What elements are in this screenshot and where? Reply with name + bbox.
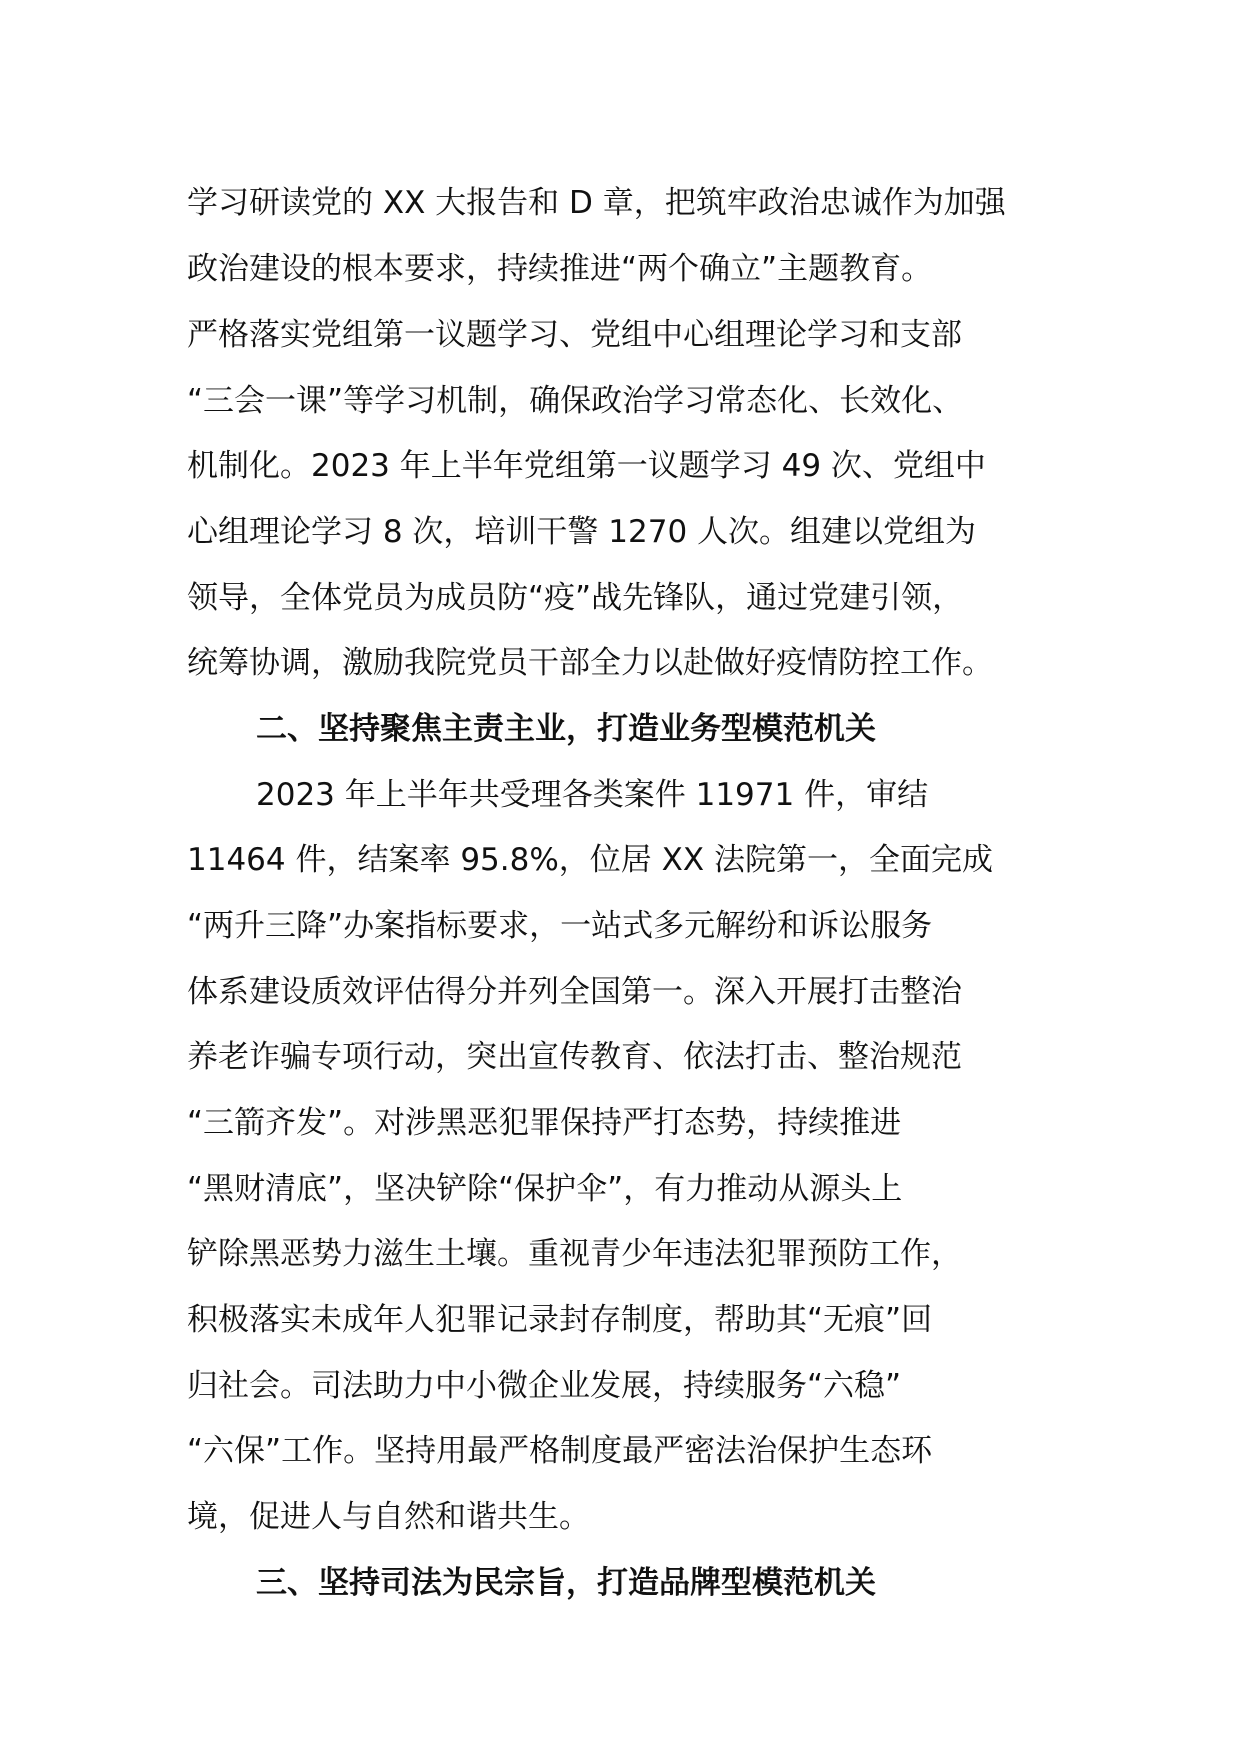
paragraph-line: 积极落实未成年人犯罪记录封存制度，帮助其“无痕”回 (187, 1302, 933, 1338)
paragraph-line: 机制化。2023 年上半年党组第一议题学习 49 次、党组中 (187, 448, 986, 484)
paragraph-line: 境，促进人与自然和谐共生。 (187, 1499, 590, 1535)
paragraph-line: “两升三降”办案指标要求，一站式多元解纷和诉讼服务 (187, 908, 933, 944)
paragraph-line: “三会一课”等学习机制，确保政治学习常态化、长效化、 (187, 383, 964, 419)
paragraph-line: 体系建设质效评估得分并列全国第一。深入开展打击整治 (187, 974, 962, 1010)
section-heading: 二、坚持聚焦主责主业，打造业务型模范机关 (256, 711, 876, 747)
paragraph-line: 心组理论学习 8 次，培训干警 1270 人次。组建以党组为 (187, 514, 977, 550)
paragraph-line: 2023 年上半年共受理各类案件 11971 件，审结 (256, 777, 929, 813)
paragraph-line: “六保”工作。坚持用最严格制度最严密法治保护生态环 (187, 1433, 933, 1469)
paragraph-line: 领导，全体党员为成员防“疫”战先锋队，通过党建引领， (187, 580, 964, 616)
paragraph-line: 铲除黑恶势力滋生土壤。重视青少年违法犯罪预防工作， (187, 1236, 962, 1272)
paragraph-line: 学习研读党的 XX 大报告和 D 章，把筑牢政治忠诚作为加强 (187, 185, 1006, 221)
paragraph-line: 严格落实党组第一议题学习、党组中心组理论学习和支部 (187, 317, 962, 353)
paragraph-line: 政治建设的根本要求，持续推进“两个确立”主题教育。 (187, 251, 933, 287)
paragraph-line: “三箭齐发”。对涉黑恶犯罪保持严打态势，持续推进 (187, 1105, 902, 1141)
paragraph-line: 归社会。司法助力中小微企业发展，持续服务“六稳” (187, 1368, 902, 1404)
paragraph-line: 11464 件，结案率 95.8%，位居 XX 法院第一，全面完成 (187, 842, 993, 878)
paragraph-line: 统筹协调，激励我院党员干部全力以赴做好疫情防控工作。 (187, 645, 993, 681)
paragraph-line: 养老诈骗专项行动，突出宣传教育、依法打击、整治规范 (187, 1039, 962, 1075)
section-heading: 三、坚持司法为民宗旨，打造品牌型模范机关 (256, 1565, 876, 1601)
paragraph-line: “黑财清底”，坚决铲除“保护伞”，有力推动从源头上 (187, 1171, 903, 1207)
